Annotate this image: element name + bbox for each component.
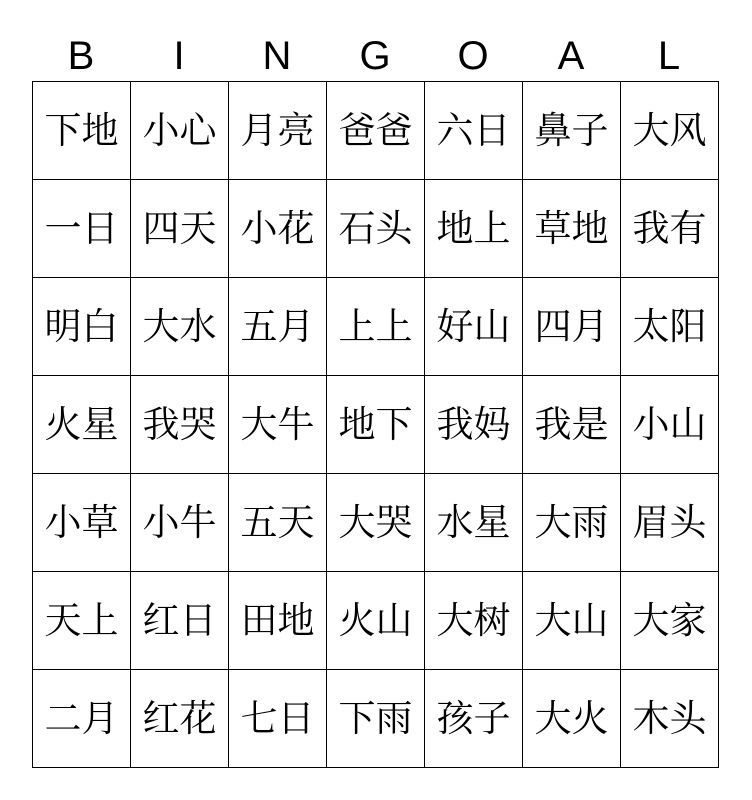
bingo-cell: 七日 bbox=[229, 670, 327, 768]
bingo-cell: 我哭 bbox=[131, 376, 229, 474]
bingo-cell: 月亮 bbox=[229, 82, 327, 180]
bingo-cell: 好山 bbox=[425, 278, 523, 376]
bingo-cell: 草地 bbox=[523, 180, 621, 278]
bingo-cell: 四月 bbox=[523, 278, 621, 376]
header-letter-i: I bbox=[173, 34, 185, 78]
header-letter-l: L bbox=[657, 34, 681, 78]
header-letter-a: A bbox=[557, 34, 585, 78]
bingo-cell: 大水 bbox=[131, 278, 229, 376]
bingo-cell: 二月 bbox=[33, 670, 131, 768]
bingo-cell: 小花 bbox=[229, 180, 327, 278]
bingo-cell: 上上 bbox=[327, 278, 425, 376]
bingo-cell: 水星 bbox=[425, 474, 523, 572]
bingo-cell: 木头 bbox=[621, 670, 719, 768]
bingo-cell: 我是 bbox=[523, 376, 621, 474]
bingo-cell: 我妈 bbox=[425, 376, 523, 474]
bingo-header bbox=[32, 30, 718, 82]
bingo-cell: 一日 bbox=[33, 180, 131, 278]
bingo-cell: 红花 bbox=[131, 670, 229, 768]
bingo-cell: 火星 bbox=[33, 376, 131, 474]
bingo-cell: 我有 bbox=[621, 180, 719, 278]
bingo-cell: 大雨 bbox=[523, 474, 621, 572]
bingo-cell: 五天 bbox=[229, 474, 327, 572]
bingo-cell: 地上 bbox=[425, 180, 523, 278]
bingo-cell: 地下 bbox=[327, 376, 425, 474]
bingo-cell: 四天 bbox=[131, 180, 229, 278]
bingo-cell: 石头 bbox=[327, 180, 425, 278]
bingo-cell: 大牛 bbox=[229, 376, 327, 474]
header-letter-n: N bbox=[262, 34, 292, 78]
bingo-cell: 明白 bbox=[33, 278, 131, 376]
bingo-cell: 五月 bbox=[229, 278, 327, 376]
bingo-cell: 大家 bbox=[621, 572, 719, 670]
bingo-cell: 小牛 bbox=[131, 474, 229, 572]
bingo-cell: 爸爸 bbox=[327, 82, 425, 180]
bingo-cell: 眉头 bbox=[621, 474, 719, 572]
bingo-cell: 天上 bbox=[33, 572, 131, 670]
header-letter-g: G bbox=[359, 34, 391, 78]
bingo-cell: 大树 bbox=[425, 572, 523, 670]
bingo-cell: 小草 bbox=[33, 474, 131, 572]
bingo-board bbox=[32, 81, 719, 768]
bingo-cell: 火山 bbox=[327, 572, 425, 670]
bingo-cell: 太阳 bbox=[621, 278, 719, 376]
bingo-cell: 红日 bbox=[131, 572, 229, 670]
header-letter-o: O bbox=[457, 34, 489, 78]
bingo-cell: 下地 bbox=[33, 82, 131, 180]
bingo-cell: 田地 bbox=[229, 572, 327, 670]
bingo-cell: 大风 bbox=[621, 82, 719, 180]
bingo-cell: 小山 bbox=[621, 376, 719, 474]
bingo-cell: 六日 bbox=[425, 82, 523, 180]
bingo-cell: 大哭 bbox=[327, 474, 425, 572]
bingo-cell: 大山 bbox=[523, 572, 621, 670]
header-letter-b: B bbox=[67, 34, 95, 78]
bingo-cell: 大火 bbox=[523, 670, 621, 768]
bingo-cell: 下雨 bbox=[327, 670, 425, 768]
bingo-cell: 鼻子 bbox=[523, 82, 621, 180]
bingo-cell: 孩子 bbox=[425, 670, 523, 768]
bingo-cell: 小心 bbox=[131, 82, 229, 180]
